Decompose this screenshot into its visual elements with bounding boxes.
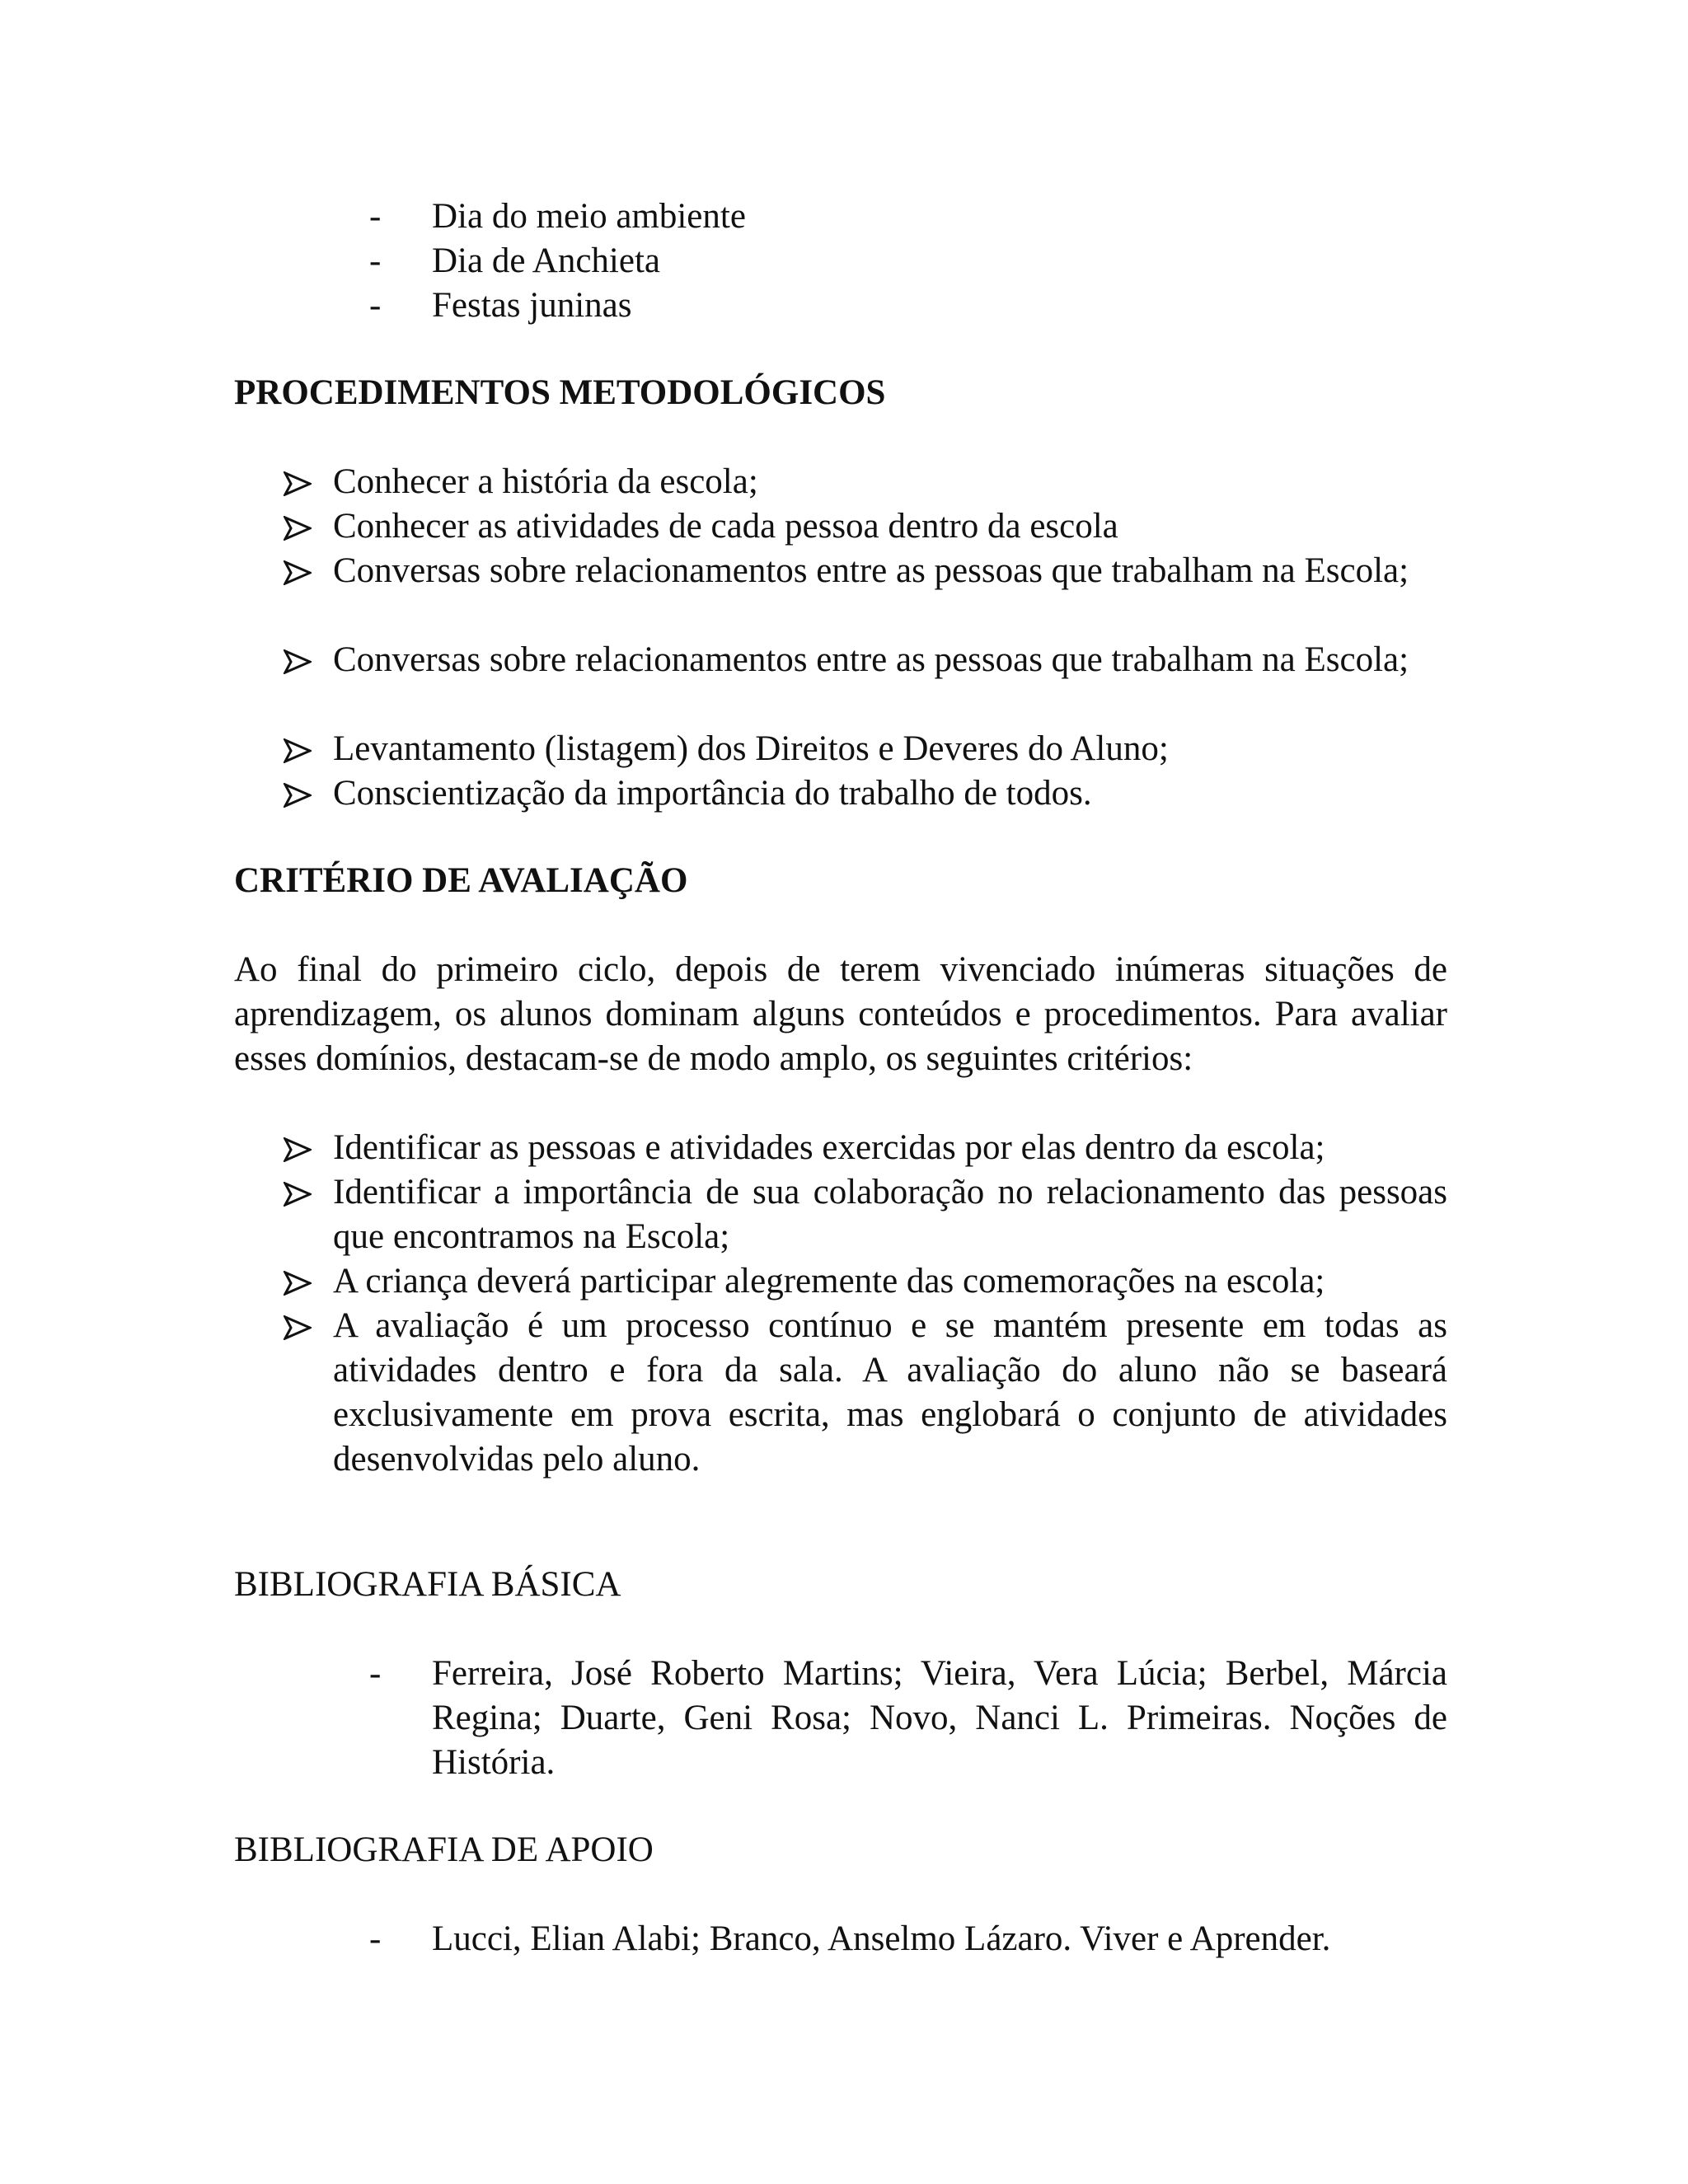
arrow-bullet-icon bbox=[284, 1182, 312, 1207]
list-item bbox=[284, 549, 1447, 593]
arrow-bullet-icon bbox=[284, 783, 312, 808]
list-item-text: Dia de Anchieta bbox=[432, 241, 661, 280]
list-item bbox=[284, 460, 1447, 504]
dash-marker: - bbox=[369, 241, 382, 280]
list-item bbox=[284, 1259, 1447, 1304]
list-item bbox=[284, 727, 1447, 771]
list-item-text: Conversas sobre relacionamentos entre as pessoas que trabalham na Escola; bbox=[333, 640, 1409, 679]
list-item-text: Festas juninas bbox=[432, 286, 632, 325]
arrow-bullet-icon bbox=[284, 738, 312, 763]
arrow-bullet-icon bbox=[284, 1315, 312, 1340]
list-item-text: Dia do meio ambiente bbox=[432, 197, 746, 236]
arrow-bullet-icon bbox=[284, 649, 312, 674]
list-item-text: Levantamento (listagem) dos Direitos e Deveres do Aluno; bbox=[333, 729, 1169, 768]
dash-marker: - bbox=[369, 1654, 382, 1693]
list-item bbox=[284, 1126, 1447, 1170]
list-item-text: A criança deverá participar alegremente das comemorações na escola; bbox=[333, 1262, 1325, 1301]
list-item-text: Conscientização da importância do trabalho de todos. bbox=[333, 774, 1092, 813]
arrow-bullet-icon bbox=[284, 1271, 312, 1296]
list-item bbox=[284, 1304, 1447, 1482]
bibliography-entry: Lucci, Elian Alabi; Branco, Anselmo Lázaro. Viver e Aprender. bbox=[432, 1919, 1331, 1958]
list-item bbox=[284, 638, 1447, 682]
list-item bbox=[369, 239, 1447, 284]
list-item-text: A avaliação é um processo contínuo e se mantém presente em todas as atividades dentro e fora da sala. A avaliação do aluno não se baseará exclusivamente em prova escrita, mas englobará o conjunto de atividades desenvolvidas pelo aluno. bbox=[333, 1306, 1447, 1479]
arrow-bullet-icon bbox=[284, 1137, 312, 1162]
section-heading-procedimentos: PROCEDIMENTOS METODOLÓGICOS bbox=[234, 373, 886, 412]
list-item-text: Identificar as pessoas e atividades exercidas por elas dentro da escola; bbox=[333, 1128, 1325, 1167]
arrow-bullet-icon bbox=[284, 516, 312, 541]
list-item-text: Conhecer as atividades de cada pessoa dentro da escola bbox=[333, 507, 1118, 546]
section-heading-bibliografia-basica: BIBLIOGRAFIA BÁSICA bbox=[234, 1565, 621, 1604]
list-item-text: Conhecer a história da escola; bbox=[333, 462, 758, 501]
arrow-bullet-icon bbox=[284, 560, 312, 585]
criterio-paragraph: Ao final do primeiro ciclo, depois de terem vivenciado inúmeras situações de aprendizagem, os alunos dominam alguns conteúdos e procedimentos. Para avaliar esses domínios, destacam-se de modo amplo, os seguintes critérios: bbox=[234, 950, 1447, 1078]
dash-marker: - bbox=[369, 197, 382, 236]
list-item bbox=[369, 1652, 1447, 1785]
dash-marker: - bbox=[369, 286, 382, 325]
list-item bbox=[284, 504, 1447, 549]
list-item bbox=[369, 284, 1447, 328]
bibliography-entry: Ferreira, José Roberto Martins; Vieira, Vera Lúcia; Berbel, Márcia Regina; Duarte, Geni Rosa; Novo, Nanci L. Primeiras. Noções de História. bbox=[432, 1654, 1447, 1782]
list-item bbox=[284, 771, 1447, 816]
list-item bbox=[369, 194, 1447, 239]
list-item bbox=[284, 1170, 1447, 1259]
list-item-text: Identificar a importância de sua colaboração no relacionamento das pessoas que encontramos na Escola; bbox=[333, 1173, 1447, 1256]
section-heading-criterio: CRITÉRIO DE AVALIAÇÃO bbox=[234, 861, 688, 900]
list-item bbox=[369, 1917, 1447, 1961]
list-item-text: Conversas sobre relacionamentos entre as pessoas que trabalham na Escola; bbox=[333, 551, 1409, 590]
section-heading-bibliografia-apoio: BIBLIOGRAFIA DE APOIO bbox=[234, 1830, 654, 1869]
dash-marker: - bbox=[369, 1919, 382, 1958]
arrow-bullet-icon bbox=[284, 471, 312, 496]
